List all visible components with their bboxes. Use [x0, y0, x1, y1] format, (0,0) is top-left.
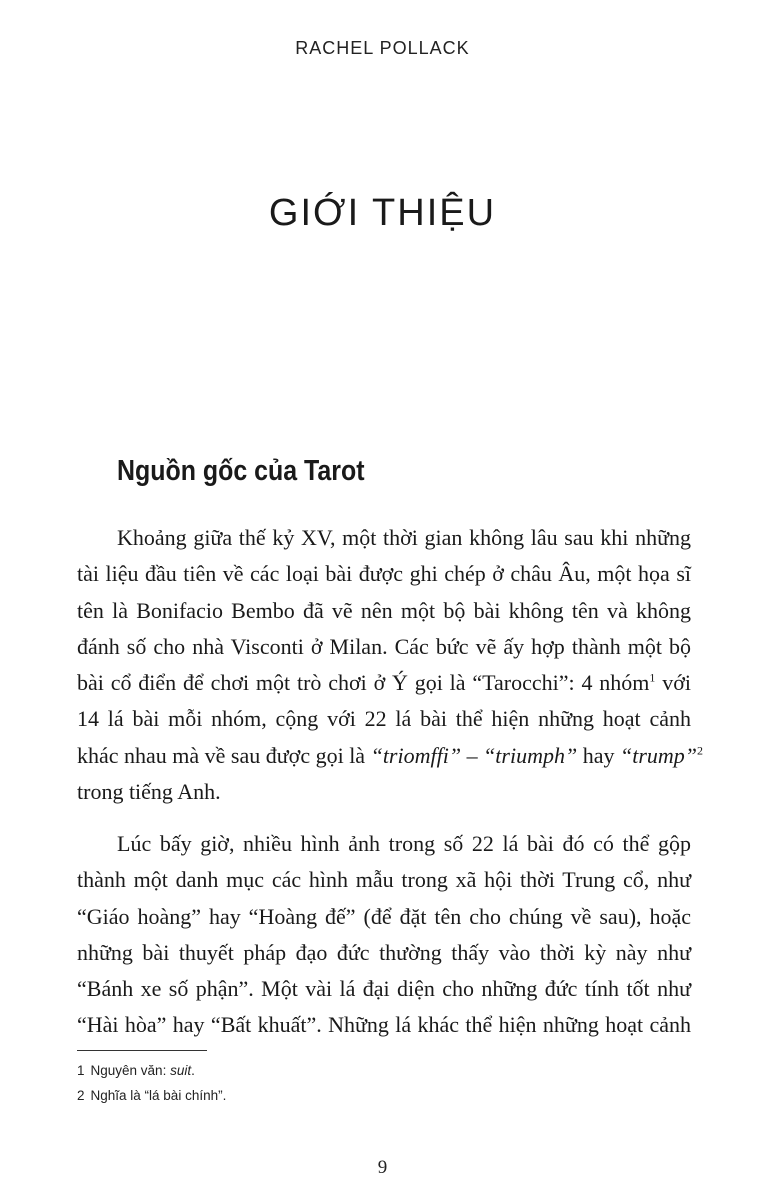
footnote-1 [77, 1058, 226, 1083]
italic-triomffi: “triomffi” [370, 742, 462, 768]
paragraph-2-line-6: “Hài hòa” hay “Bất khuất”. Những lá khác thể hiện những hoạt cảnh [77, 1012, 691, 1038]
section-heading: Nguồn gốc của Tarot [117, 455, 365, 487]
footnote-1-number: 1 [77, 1063, 85, 1078]
paragraph-1-line-2: tài liệu đầu tiên về các loại bài được ghi chép ở châu Âu, một họa sĩ [77, 561, 691, 587]
footnotes [77, 1058, 226, 1108]
paragraph-1-line-1: Khoảng giữa thế kỷ XV, một thời gian không lâu sau khi những [117, 525, 691, 550]
running-head: RACHEL POLLACK [295, 38, 470, 58]
word-hay: hay [577, 742, 620, 768]
italic-trump: “trump” [619, 742, 698, 768]
paragraph-2-line-5: “Bánh xe số phận”. Một vài lá đại diện cho những đức tính tốt như [77, 976, 691, 1002]
italic-triumph: “triumph” [483, 742, 578, 768]
dash: – [461, 742, 484, 768]
paragraph-2-line-3: “Giáo hoàng” hay “Hoàng đế” (để đặt tên cho chúng về sau), hoặc [77, 903, 691, 929]
footnote-ref-2: 2 [697, 743, 704, 758]
paragraph-2-line-4: những bài thuyết pháp đạo đức thường thấy vào thời kỳ này như [77, 939, 691, 965]
paragraph-1 [77, 520, 704, 810]
footnote-1-tail: . [191, 1063, 195, 1078]
chapter-title: GIỚI THIỆU [268, 192, 497, 234]
footnote-rule [77, 1050, 207, 1051]
paragraph-1-line-4: đánh số cho nhà Visconti ở Milan. Các bức vẽ ấy hợp thành một bộ [77, 633, 691, 659]
paragraph-1-line-6: 14 lá bài mỗi nhóm, cộng với 22 lá bài thể hiện những hoạt cảnh [77, 706, 691, 732]
footnote-2-text: Nghĩa là “lá bài chính”. [90, 1088, 227, 1103]
footnote-1-italic: suit [170, 1063, 192, 1078]
footnote-ref-1: 1 [649, 670, 656, 685]
paragraph-2-line-1: Lúc bấy giờ, nhiều hình ảnh trong số 22 lá bài đó có thể gộp [117, 831, 691, 856]
paragraph-1-line-5-tail: với [655, 670, 691, 696]
paragraph-1-line-7 [77, 738, 704, 774]
footnote-2 [77, 1083, 226, 1108]
paragraph-1-line-8: trong tiếng Anh. [77, 779, 221, 805]
paragraph-1-line-3: tên là Bonifacio Bembo đã vẽ nên một bộ bài không tên và không [77, 597, 691, 623]
footnote-2-number: 2 [77, 1088, 85, 1103]
footnote-1-text: Nguyên văn: [90, 1063, 171, 1078]
paragraph-1-line-7-text: khác nhau mà về sau được gọi là [77, 742, 366, 768]
paragraph-1-line-5-text: bài cổ điển để chơi một trò chơi ở Ý gọi là “Tarocchi”: 4 nhóm [77, 670, 650, 696]
paragraph-1-line-5 [77, 665, 691, 701]
paragraph-2 [77, 826, 691, 1044]
page-number: 9 [377, 1157, 388, 1178]
paragraph-2-line-2: thành một danh mục các hình mẫu trong xã hội thời Trung cổ, như [77, 867, 691, 893]
